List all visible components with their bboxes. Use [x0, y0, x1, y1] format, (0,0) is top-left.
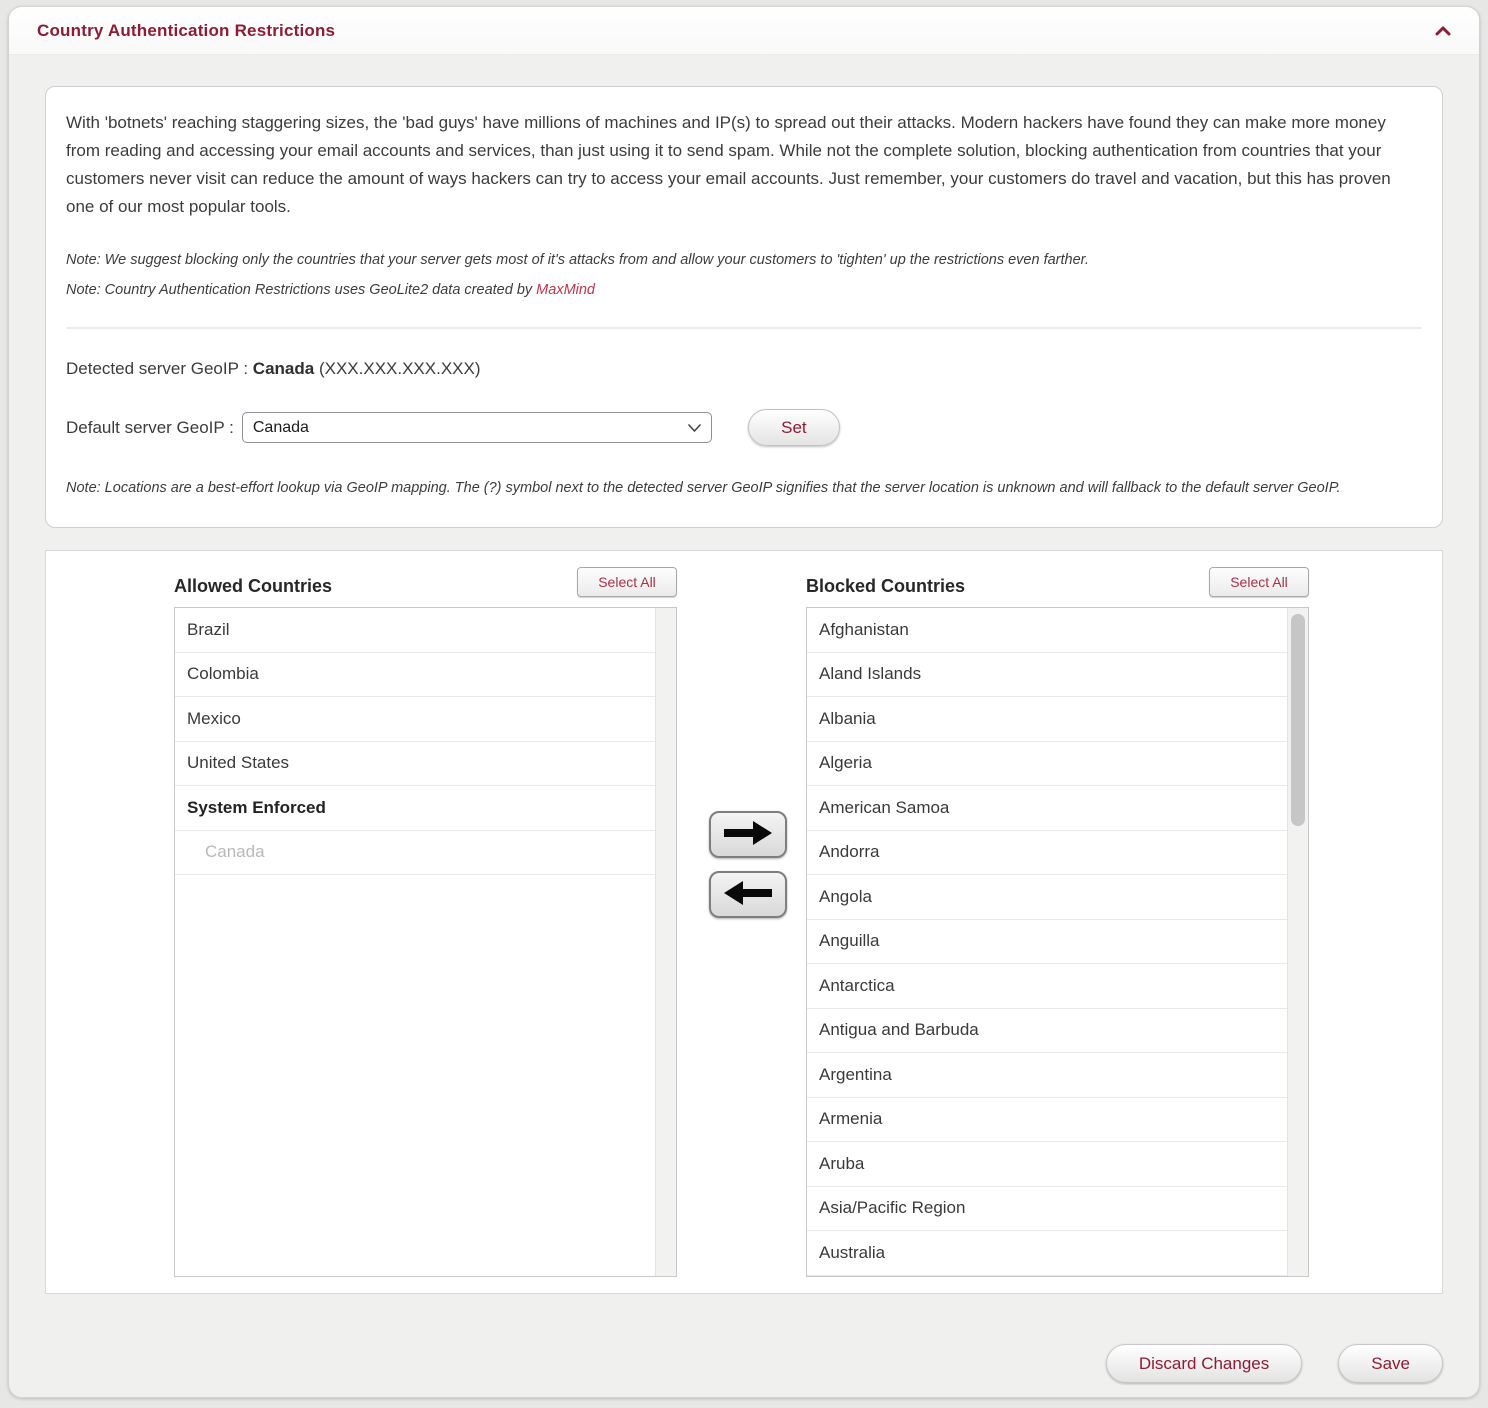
detected-geoip-label: Detected server GeoIP :: [66, 359, 249, 378]
arrow-left-icon: [721, 878, 775, 911]
allowed-countries-listbox: [174, 607, 677, 1277]
discard-changes-button[interactable]: Discard Changes: [1106, 1344, 1302, 1383]
blocked-countries-column: [806, 563, 1309, 1277]
default-geoip-label: Default server GeoIP :: [66, 417, 234, 437]
blocked-list-item[interactable]: Andorra: [807, 831, 1287, 876]
allowed-list-item[interactable]: United States: [175, 742, 655, 787]
move-to-blocked-button[interactable]: [709, 811, 787, 858]
note-geolite2: Note: Country Authentication Restrictions uses GeoLite2 data created by MaxMind: [66, 282, 595, 298]
blocked-list-item[interactable]: Antarctica: [807, 964, 1287, 1009]
collapse-panel-button[interactable]: [1431, 22, 1455, 40]
default-geoip-selected-value: Canada: [252, 418, 309, 436]
allowed-list-item[interactable]: Mexico: [175, 697, 655, 742]
detected-geoip-row: [66, 359, 1422, 379]
allowed-list-item[interactable]: Colombia: [175, 653, 655, 698]
blocked-list-item[interactable]: Aland Islands: [807, 653, 1287, 698]
default-geoip-select[interactable]: [242, 412, 712, 443]
page-title: Country Authentication Restrictions: [37, 20, 336, 40]
maxmind-link[interactable]: MaxMind: [536, 282, 595, 298]
blocked-list-item[interactable]: American Samoa: [807, 786, 1287, 831]
note-locations-lookup: Note: Locations are a best-effort lookup via GeoIP mapping. The (?) symbol next to the detected server GeoIP signifies that the server location is unknown and will fallback to the default server GeoIP.: [66, 480, 1341, 496]
blocked-select-all-button[interactable]: Select All: [1209, 567, 1309, 597]
detected-geoip-ip: (XXX.XXX.XXX.XXX): [318, 359, 481, 378]
blocked-countries-title: Blocked Countries: [806, 576, 966, 596]
detected-geoip-value: Canada: [252, 359, 315, 378]
set-button[interactable]: Set: [748, 409, 840, 446]
transfer-arrows: [709, 811, 787, 931]
move-to-allowed-button[interactable]: [709, 871, 787, 918]
allowed-select-all-button[interactable]: Select All: [577, 567, 677, 597]
intro-paragraph: With 'botnets' reaching staggering sizes, the 'bad guys' have millions of machines and IP(s) to spread out their attacks. Modern hackers have found they can make more money from reading and accessing your email accounts and services, than just using it to send spam. While not the complete solution, blocking authentication from countries that your customers never visit can reduce the amount of ways hackers can try to access your email accounts. Just remember, your customers do travel and vacation, but this has proven one of our most popular tools.: [66, 113, 1391, 216]
allowed-countries-column: [174, 563, 677, 1277]
blocked-list-item[interactable]: Afghanistan: [807, 608, 1287, 653]
blocked-list-item[interactable]: Antigua and Barbuda: [807, 1009, 1287, 1054]
notes: [66, 245, 1422, 305]
country-lists-container: [45, 550, 1443, 1294]
allowed-countries-title: Allowed Countries: [174, 576, 333, 596]
blocked-list-item[interactable]: Anguilla: [807, 920, 1287, 965]
blocked-list-item[interactable]: Armenia: [807, 1098, 1287, 1143]
blocked-list-scrollbar-track[interactable]: [1287, 608, 1308, 1276]
blocked-list-item[interactable]: Albania: [807, 697, 1287, 742]
arrow-right-icon: [721, 818, 775, 851]
system-enforced-group-label: System Enforced: [175, 786, 655, 831]
blocked-list-item[interactable]: Aruba: [807, 1142, 1287, 1187]
note-blocking-suggestion: Note: We suggest blocking only the countries that your server gets most of it's attacks from and allow your customers to 'tighten' up the restrictions even farther.: [66, 252, 1089, 268]
country-auth-restrictions-panel: [8, 6, 1480, 1398]
allowed-country-list: [175, 608, 655, 875]
blocked-country-list: [807, 608, 1287, 1276]
blocked-countries-header: [806, 563, 1309, 597]
blocked-list-item[interactable]: Asia/Pacific Region: [807, 1187, 1287, 1232]
panel-header: [9, 7, 1479, 55]
blocked-list-item[interactable]: Australia: [807, 1231, 1287, 1276]
chevron-down-icon: [688, 419, 701, 437]
blocked-list-scrollbar-thumb[interactable]: [1291, 614, 1305, 826]
info-box: [45, 86, 1443, 528]
blocked-list-item[interactable]: Algeria: [807, 742, 1287, 787]
allowed-countries-header: [174, 563, 677, 597]
footer-actions: [1106, 1344, 1443, 1383]
default-geoip-row: [66, 409, 1422, 446]
allowed-list-item[interactable]: Brazil: [175, 608, 655, 653]
save-button[interactable]: Save: [1338, 1344, 1443, 1383]
allowed-list-scrollbar-track: [655, 608, 676, 1276]
divider: [66, 327, 1422, 329]
blocked-countries-listbox: [806, 607, 1309, 1277]
chevron-up-icon: [1435, 24, 1451, 39]
blocked-list-item[interactable]: Argentina: [807, 1053, 1287, 1098]
system-enforced-list-item: Canada: [175, 831, 655, 876]
blocked-list-item[interactable]: Angola: [807, 875, 1287, 920]
